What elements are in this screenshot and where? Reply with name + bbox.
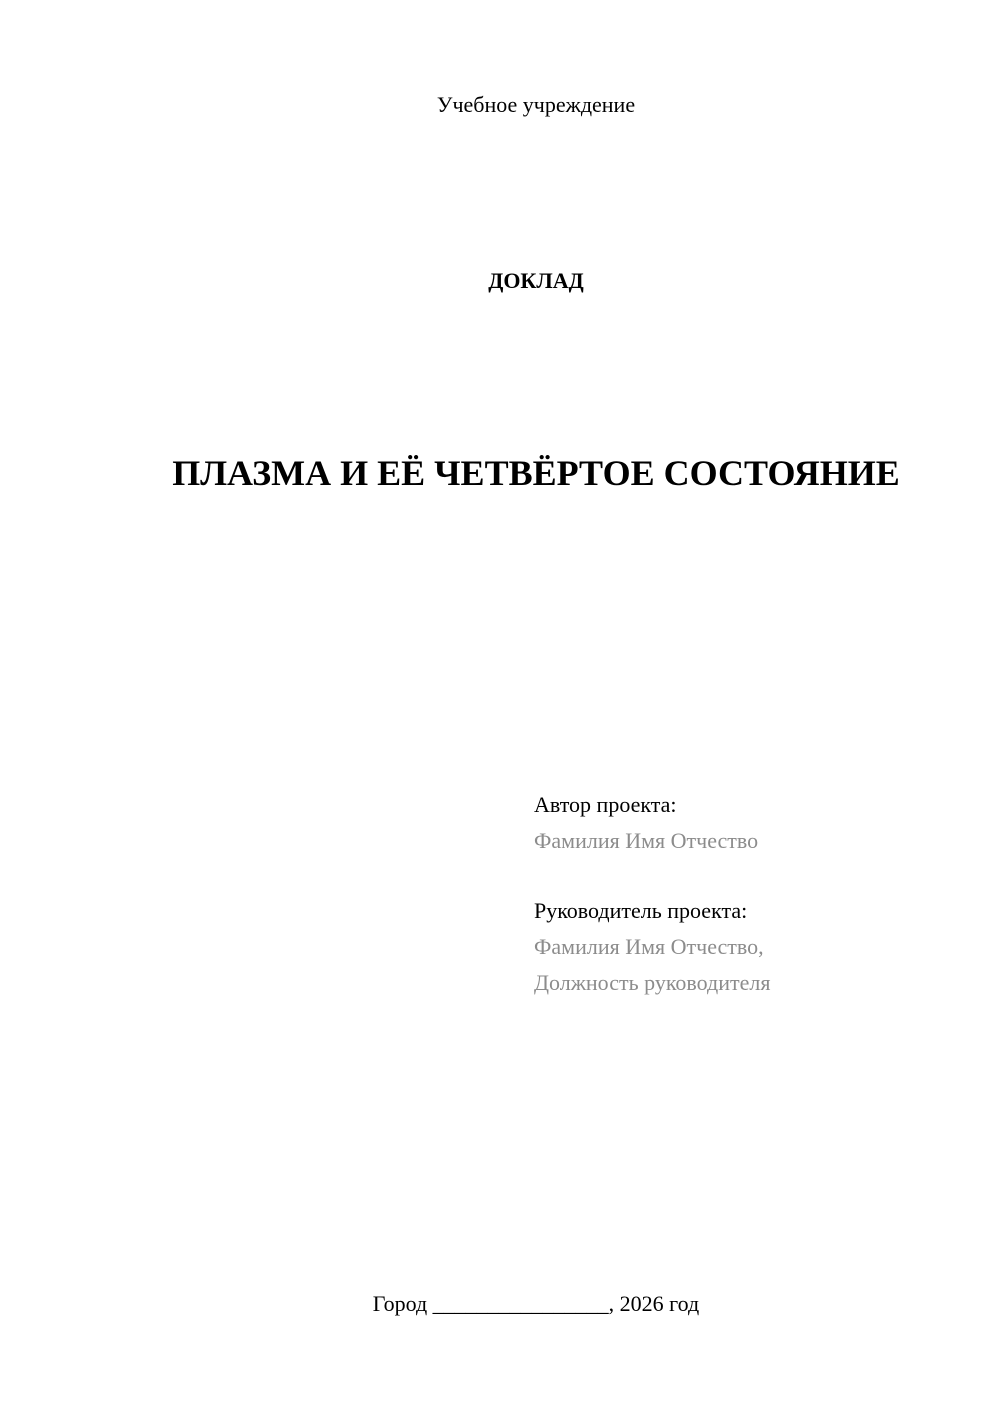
city-blank: ________________: [432, 1291, 609, 1316]
supervisor-position-placeholder: Должность руководителя: [534, 970, 771, 995]
document-title: ПЛАЗМА И ЕЁ ЧЕТВЁРТОЕ СОСТОЯНИЕ: [172, 453, 900, 493]
supervisor-label: Руководитель проекта:: [534, 898, 748, 923]
city-label: Город: [372, 1291, 428, 1316]
institution-name: Учебное учреждение: [436, 92, 636, 117]
year-text: , 2026 год: [608, 1291, 700, 1316]
author-name-placeholder: Фамилия Имя Отчество: [534, 828, 759, 853]
supervisor-name-placeholder: Фамилия Имя Отчество,: [534, 934, 764, 959]
author-label: Автор проекта:: [534, 792, 677, 817]
supervisor-block: [534, 893, 770, 1001]
author-block: [534, 787, 758, 859]
document-type: ДОКЛАД: [488, 268, 584, 293]
city-year-line: [0, 1290, 1000, 1318]
